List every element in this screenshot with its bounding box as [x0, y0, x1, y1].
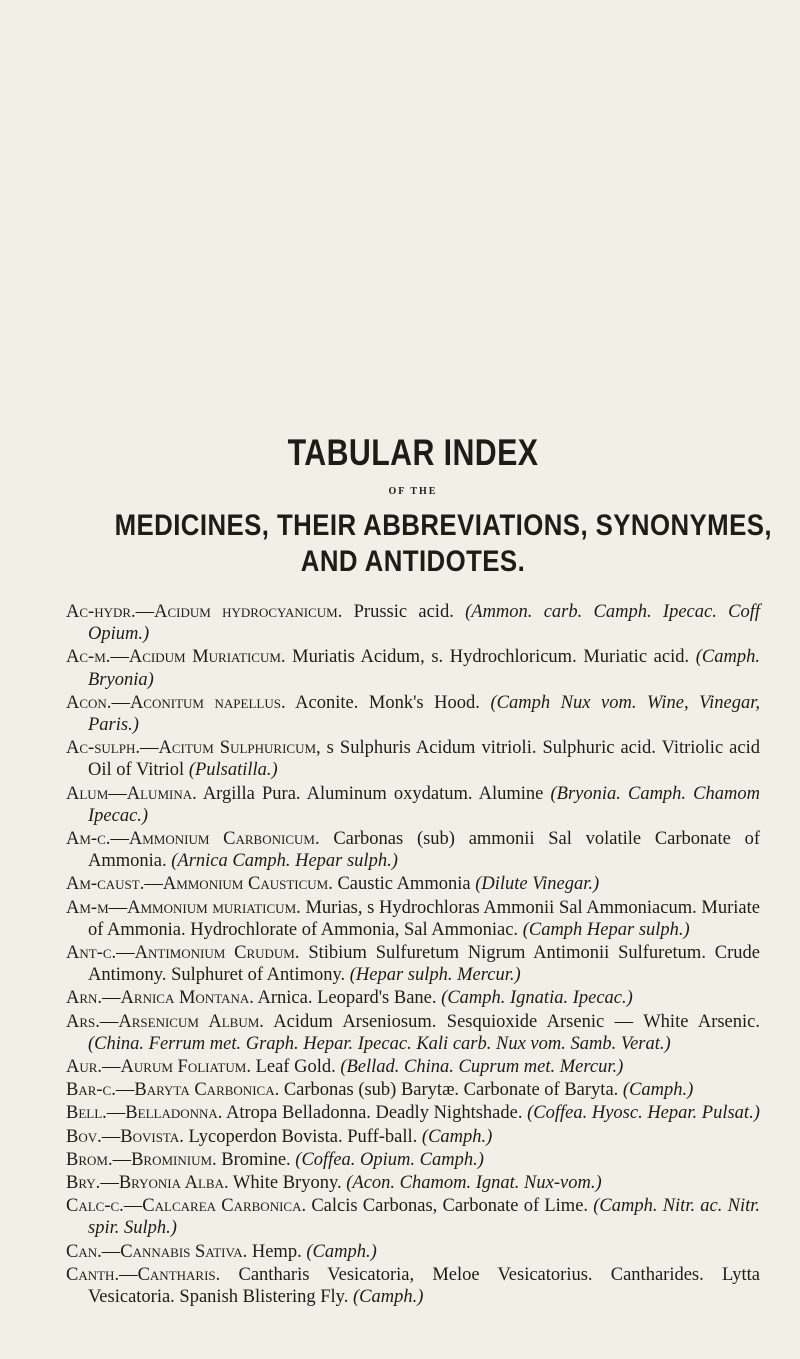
entry-abbreviation: Acon. [66, 692, 112, 713]
entry-synonyms: Carbonas (sub) ammonii Sal volatile Carbonate of Ammonia. [88, 829, 760, 872]
entry-latin-name: —Arnica Montana. [102, 988, 254, 1009]
index-entry [66, 942, 760, 986]
entry-latin-name: —Calcarea Carbonica. [123, 1196, 307, 1217]
index-entry [66, 1264, 760, 1308]
entry-antidotes: (Dilute Vinegar.) [475, 874, 600, 895]
entry-synonyms: Aconite. Monk's Hood. [285, 692, 491, 713]
entry-latin-name: —Bovista. [101, 1126, 184, 1147]
entry-synonyms: Stibium Sulfuretum Nigrum Antimonii Sulfuretum. Crude Antimony. Sulphuret of Antimony. [88, 943, 760, 986]
index-entry [66, 1011, 760, 1055]
entry-antidotes: (Camph.) [352, 1287, 424, 1308]
entry-antidotes: (Camph. Nitr. ac. Nitr. spir. Sulph.) [88, 1196, 761, 1239]
entry-abbreviation: Bar-c. [66, 1080, 116, 1101]
index-entry [66, 783, 760, 827]
entry-latin-name: —Alumina. [108, 783, 197, 804]
entry-latin-name: —Acidum Muriaticum. [110, 647, 286, 668]
entry-abbreviation: Ant-c. [66, 943, 117, 964]
entry-antidotes: (Camph.) [421, 1126, 493, 1147]
entry-abbreviation: Aur. [66, 1057, 103, 1078]
entry-synonyms: Prussic acid. [342, 602, 466, 622]
index-entry [66, 1195, 760, 1239]
entry-synonyms: Calcis Carbonas, Carbonate of Lime. [306, 1196, 594, 1217]
index-entry [66, 1079, 760, 1101]
entry-abbreviation: Ars. [66, 1011, 100, 1032]
entry-synonyms: Carbonas (sub) Barytæ. Carbonate of Baryta. [279, 1080, 623, 1101]
entry-latin-name: —Antimonium Crudum. [116, 943, 300, 964]
entry-synonyms: Leaf Gold. [250, 1057, 341, 1078]
entry-abbreviation: Brom. [66, 1149, 113, 1170]
index-entry [66, 737, 760, 781]
entry-abbreviation: Ac-hydr. [66, 602, 136, 622]
entry-antidotes: (China. Ferrum met. Graph. Hepar. Ipecac. Kali carb. Nux vom. Samb. Verat.) [88, 1033, 671, 1054]
entry-latin-name: —Cannabis Sativa. [101, 1241, 248, 1262]
index-entry [66, 1126, 760, 1148]
entry-abbreviation: Bell. [66, 1103, 107, 1124]
entry-antidotes: (Camph Hepar sulph.) [522, 919, 690, 940]
entry-synonyms: s Sulphuris Acidum vitrioli. Sulphuric acid. Vitriolic acid Oil of Vitriol [88, 738, 760, 781]
entry-abbreviation: Am-caust. [66, 874, 145, 895]
entry-antidotes: (Arnica Camph. Hepar sulph.) [171, 851, 398, 872]
entry-latin-name: —Cantharis. [119, 1264, 221, 1285]
entry-synonyms: Hemp. [247, 1241, 307, 1262]
entry-abbreviation: Bry. [66, 1173, 101, 1194]
index-entry [66, 897, 760, 941]
entry-latin-name: —Acitum Sulphuricum, [140, 738, 321, 759]
entry-synonyms: Acidum Arseniosum. Sesquioxide Arsenic — White Arsenic. [263, 1011, 760, 1032]
index-entry [66, 828, 760, 872]
index-entry [66, 1056, 760, 1078]
entry-abbreviation: Calc-c. [66, 1196, 124, 1217]
entry-antidotes: (Hepar sulph. Mercur.) [349, 965, 521, 986]
entry-latin-name: —Bryonia Alba. [100, 1173, 229, 1194]
entry-synonyms: Muriatis Acidum, s. Hydrochloricum. Muriatic acid. [285, 647, 696, 668]
entry-antidotes: (Camph. Ignatia. Ipecac.) [441, 988, 633, 1009]
index-entry [66, 646, 760, 690]
entry-abbreviation: Arn. [66, 988, 103, 1009]
entry-abbreviation: Bov. [66, 1126, 102, 1147]
entry-abbreviation: Alum [66, 783, 109, 804]
entry-synonyms: Arnica. Leopard's Bane. [253, 988, 442, 1009]
entry-antidotes: (Camph.) [306, 1241, 377, 1262]
entry-antidotes: (Coffea. Hyosc. Hepar. Pulsat.) [527, 1103, 760, 1124]
entry-abbreviation: Canth. [66, 1264, 120, 1285]
entry-synonyms: Lycoperdon Bovista. Puff-ball. [183, 1126, 422, 1147]
entry-latin-name: —Arsenicum Album. [99, 1011, 264, 1032]
index-entry [66, 1102, 760, 1124]
entry-abbreviation: Am-c. [66, 829, 111, 850]
index-entry [66, 692, 760, 736]
index-entry [66, 873, 760, 895]
index-entry [66, 987, 760, 1009]
index-entry [66, 1172, 760, 1194]
index-entry [66, 601, 760, 645]
entry-synonyms: Atropa Belladonna. Deadly Nightshade. [222, 1103, 528, 1124]
entry-synonyms: Cantharis Vesicatoria, Meloe Vesicatorius. Cantharides. Lytta Vesicatoria. Spanish Blistering Fly. [88, 1264, 760, 1308]
subtitle-line-2: AND ANTIDOTES. [300, 545, 526, 578]
subtitle-line-1: MEDICINES, THEIR ABBREVIATIONS, SYNONYMES, [114, 509, 772, 542]
entry-latin-name: —Belladonna. [106, 1103, 223, 1124]
entry-synonyms: White Bryony. [228, 1173, 347, 1194]
entry-synonyms: Caustic Ammonia [332, 874, 476, 895]
entry-antidotes: (Bellad. China. Cuprum met. Mercur.) [340, 1057, 624, 1078]
title-of-the: OF THE [388, 486, 438, 497]
entry-latin-name: —Baryta Carbonica. [115, 1080, 280, 1101]
entry-abbreviation: Can. [66, 1241, 102, 1262]
entry-latin-name: —Aconitum napellus. [111, 692, 286, 713]
entry-latin-name: —Aurum Foliatum. [102, 1057, 251, 1078]
entry-antidotes: (Coffea. Opium. Camph.) [295, 1149, 484, 1170]
entry-antidotes: (Acon. Chamom. Ignat. Nux-vom.) [346, 1173, 602, 1194]
entry-synonyms: Bromine. [216, 1149, 296, 1170]
entry-abbreviation: Am-m [66, 897, 109, 918]
entry-antidotes: (Camph Nux vom. Wine, Vinegar, Paris.) [88, 692, 760, 736]
entry-abbreviation: Ac-m. [66, 647, 111, 668]
entry-antidotes: (Bryonia. Camph. Chamom Ipecac.) [88, 783, 760, 826]
entry-antidotes: (Camph. Bryonia) [88, 647, 760, 690]
entry-abbreviation: Ac-sulph. [66, 738, 140, 759]
entry-latin-name: —Ammonium muriaticum. [108, 897, 301, 918]
entry-latin-name: —Ammonium Causticum. [144, 874, 333, 895]
entry-synonyms: Argilla Pura. Aluminum oxydatum. Alumine [196, 783, 551, 804]
entry-antidotes: (Camph.) [622, 1080, 694, 1101]
entry-synonyms: Murias, s Hydrochloras Ammonii Sal Ammoniacum. Muriate of Ammonia. Hydrochlorate of Ammonia, Sal Ammoniac. [88, 897, 760, 940]
entry-latin-name: —Brominium. [112, 1149, 217, 1170]
index-entries [66, 601, 760, 1308]
entry-antidotes: (Ammon. carb. Camph. Ipecac. Coff Opium.) [88, 602, 760, 645]
entry-latin-name: —Acidum hydrocyanicum. [135, 602, 343, 622]
page-title: TABULAR INDEX [287, 432, 539, 473]
entry-latin-name: —Ammonium Carbonicum. [110, 829, 320, 850]
entry-antidotes: (Pulsatilla.) [188, 760, 278, 781]
index-entry [66, 1241, 760, 1263]
index-entry [66, 1149, 760, 1171]
